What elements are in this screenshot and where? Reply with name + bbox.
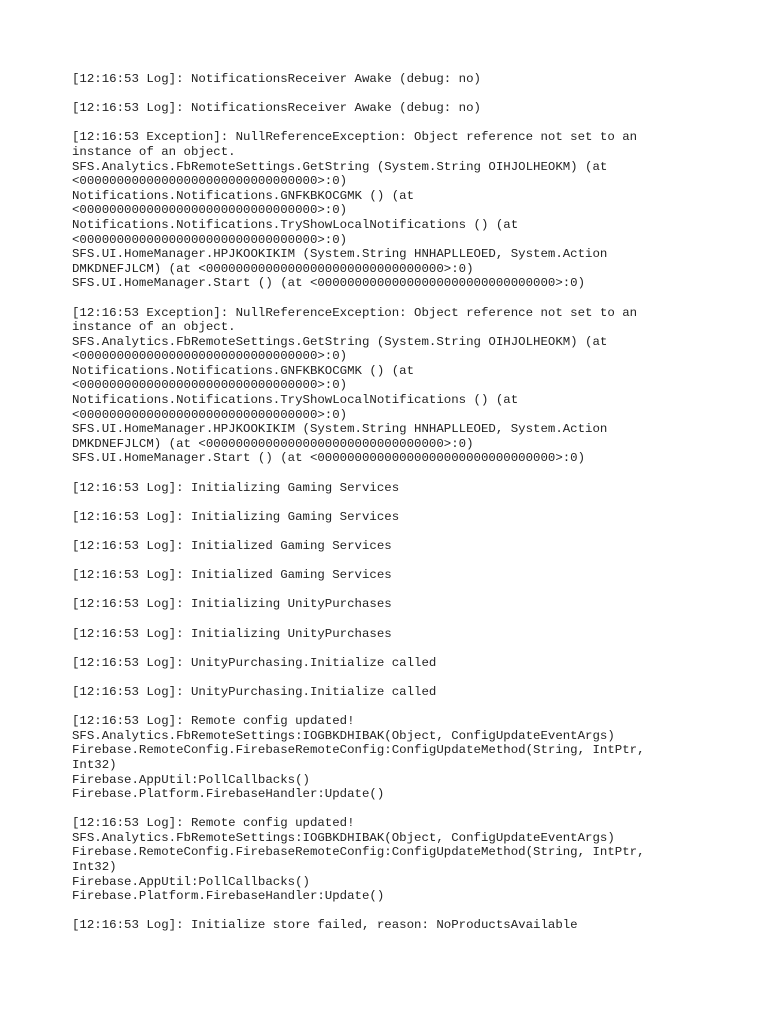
log-entry xyxy=(72,539,732,554)
stack-trace-line: Firebase.Platform.FirebaseHandler:Update() xyxy=(72,787,385,802)
stack-trace-line: SFS.UI.HomeManager.HPJKOOKIKIM (System.String HNHAPLLEOED, System.Action xyxy=(72,422,608,437)
stack-trace-line: DMKDNEFJLCM) (at <00000000000000000000000000000000>:0) xyxy=(72,261,474,276)
stack-trace-line: instance of an object. xyxy=(72,144,236,159)
stack-trace-line: Firebase.AppUtil:PollCallbacks() xyxy=(72,772,310,787)
stack-trace-line: instance of an object. xyxy=(72,320,236,335)
stack-trace-line: DMKDNEFJLCM) (at <00000000000000000000000000000000>:0) xyxy=(72,436,474,451)
stack-trace-line: <00000000000000000000000000000000>:0) xyxy=(72,349,348,364)
log-entry xyxy=(72,101,732,116)
stack-trace-line: Notifications.Notifications.GNFKBKOCGMK () (at xyxy=(72,363,415,378)
stack-trace-line: Int32) xyxy=(72,860,117,875)
stack-trace-line: <00000000000000000000000000000000>:0) xyxy=(72,407,348,422)
log-entry xyxy=(72,685,732,700)
stack-trace-line: Firebase.RemoteConfig.FirebaseRemoteConfig:ConfigUpdateMethod(String, IntPtr, xyxy=(72,743,645,758)
stack-trace-line: Notifications.Notifications.TryShowLocalNotifications () (at xyxy=(72,217,519,232)
log-entry xyxy=(72,568,732,583)
stack-trace-line: Notifications.Notifications.TryShowLocalNotifications () (at xyxy=(72,393,519,408)
log-entry xyxy=(72,714,732,802)
log-entry xyxy=(72,656,732,671)
stack-trace-line: <00000000000000000000000000000000>:0) xyxy=(72,203,348,218)
stack-trace-line: SFS.UI.HomeManager.HPJKOOKIKIM (System.String HNHAPLLEOED, System.Action xyxy=(72,247,608,262)
stack-trace-line: <00000000000000000000000000000000>:0) xyxy=(72,378,348,393)
log-entry-exception xyxy=(72,130,732,291)
stack-trace-line: SFS.Analytics.FbRemoteSettings:IOGBKDHIBAK(Object, ConfigUpdateEventArgs) xyxy=(72,728,615,743)
stack-trace-line: SFS.Analytics.FbRemoteSettings.GetString (System.String OIHJOLHEOKM) (at xyxy=(72,159,608,174)
log-entry xyxy=(72,481,732,496)
log-message: [12:16:53 Log]: Initializing UnityPurchases xyxy=(72,597,392,612)
stack-trace-line: Firebase.RemoteConfig.FirebaseRemoteConfig:ConfigUpdateMethod(String, IntPtr, xyxy=(72,845,645,860)
stack-trace-line: Int32) xyxy=(72,757,117,772)
log-message: [12:16:53 Log]: Remote config updated! xyxy=(72,816,355,831)
log-message: [12:16:53 Exception]: NullReferenceException: Object reference not set to an xyxy=(72,305,638,320)
log-message: [12:16:53 Log]: Initialized Gaming Services xyxy=(72,539,392,553)
log-message: [12:16:53 Log]: Initializing UnityPurchases xyxy=(72,626,392,641)
stack-trace-line: Notifications.Notifications.GNFKBKOCGMK () (at xyxy=(72,188,415,203)
stack-trace-line: <00000000000000000000000000000000>:0) xyxy=(72,174,348,189)
log-entry-exception xyxy=(72,306,732,467)
log-entry xyxy=(72,597,732,612)
log-message: [12:16:53 Log]: Remote config updated! xyxy=(72,714,355,729)
log-message: [12:16:53 Log]: NotificationsReceiver Awake (debug: no) xyxy=(72,72,481,86)
log-view xyxy=(72,72,732,948)
log-entry xyxy=(72,510,732,525)
log-entry xyxy=(72,72,732,87)
stack-trace-line: SFS.Analytics.FbRemoteSettings.GetString (System.String OIHJOLHEOKM) (at xyxy=(72,334,608,349)
stack-trace-line: Firebase.AppUtil:PollCallbacks() xyxy=(72,874,310,889)
stack-trace-line: SFS.UI.HomeManager.Start () (at <00000000000000000000000000000000>:0) xyxy=(72,276,586,291)
log-message: [12:16:53 Log]: Initializing Gaming Services xyxy=(72,480,400,495)
log-message: [12:16:53 Exception]: NullReferenceException: Object reference not set to an xyxy=(72,130,638,145)
log-message: [12:16:53 Log]: Initialized Gaming Services xyxy=(72,568,392,583)
log-entry xyxy=(72,816,732,904)
stack-trace-line: SFS.Analytics.FbRemoteSettings:IOGBKDHIBAK(Object, ConfigUpdateEventArgs) xyxy=(72,830,615,845)
stack-trace-line: <00000000000000000000000000000000>:0) xyxy=(72,232,348,247)
stack-trace-line: Firebase.Platform.FirebaseHandler:Update() xyxy=(72,889,385,904)
log-entry xyxy=(72,918,732,933)
log-message: [12:16:53 Log]: UnityPurchasing.Initialize called xyxy=(72,684,437,699)
log-entries xyxy=(72,72,732,933)
log-message: [12:16:53 Log]: Initialize store failed, reason: NoProductsAvailable xyxy=(72,918,578,933)
stack-trace-line: SFS.UI.HomeManager.Start () (at <00000000000000000000000000000000>:0) xyxy=(72,451,586,466)
log-message: [12:16:53 Log]: Initializing Gaming Services xyxy=(72,509,400,524)
log-message: [12:16:53 Log]: NotificationsReceiver Awake (debug: no) xyxy=(72,101,481,116)
log-message: [12:16:53 Log]: UnityPurchasing.Initialize called xyxy=(72,655,437,670)
log-entry xyxy=(72,627,732,642)
